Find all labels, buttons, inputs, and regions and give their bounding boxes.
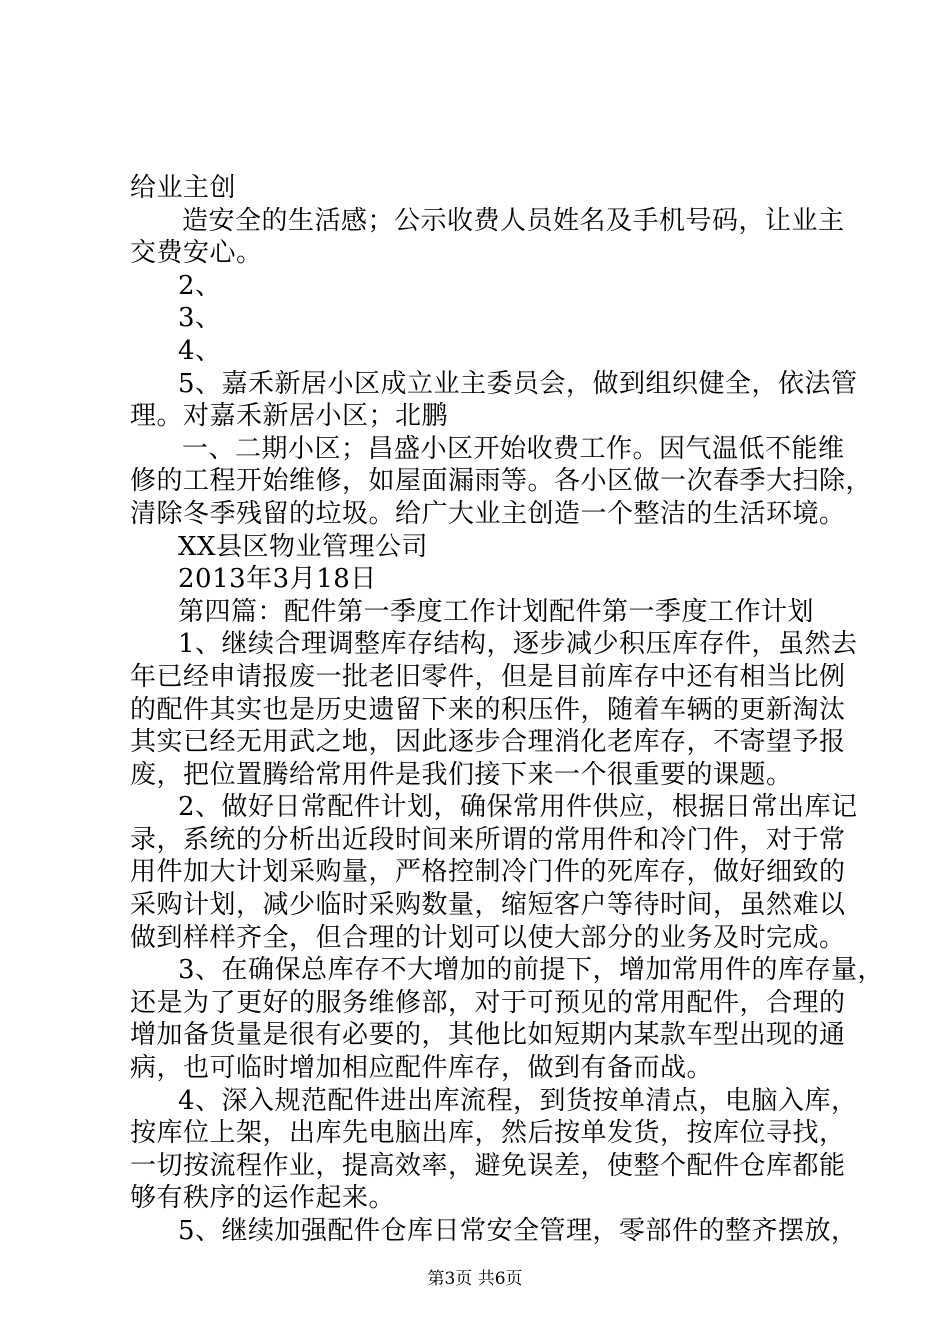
text-line: 其实已经无用武之地，因此逐步合理消化老库存，不寄望予报 [130, 727, 846, 758]
text-line: 1、继续合理调整库存结构，逐步减少积压库存件，虽然去 [178, 629, 858, 660]
text-line: 3、在确保总库存不大增加的前提下，增加常用件的库存量， [178, 955, 885, 986]
text-line: 录，系统的分析出近段时间来所谓的常用件和冷门件，对于常 [130, 824, 846, 855]
text-line: 清除冬季残留的垃圾。给广大业主创造一个整洁的生活环境。 [130, 498, 846, 529]
text-line: 第四篇：配件第一季度工作计划配件第一季度工作计划 [178, 596, 815, 627]
text-line: 的配件其实也是历史遗留下来的积压件，随着车辆的更新淘汰 [130, 694, 846, 725]
text-line: 4、 [178, 335, 222, 366]
text-line: 废，把位置腾给常用件是我们接下来一个很重要的课题。 [130, 759, 793, 790]
text-line: 够有秩序的运作起来。 [130, 1183, 396, 1214]
text-line: 增加备货量是很有必要的，其他比如短期内某款车型出现的通 [130, 1020, 846, 1051]
page-footer: 第3页 共6页 [427, 1269, 523, 1289]
text-line: 还是为了更好的服务维修部，对于可预见的常用配件，合理的 [130, 987, 846, 1018]
text-line: 病，也可临时增加相应配件库存，做到有备而战。 [130, 1053, 714, 1084]
text-line: 4、深入规范配件进出库流程，到货按单清点，电脑入库， [178, 1085, 858, 1116]
text-line: 2013年3月18日 [178, 564, 377, 595]
text-line: 3、 [178, 303, 222, 334]
text-line: 用件加大计划采购量，严格控制冷门件的死库存，做好细致的 [130, 857, 846, 888]
text-line: XX县区物业管理公司 [178, 531, 429, 562]
text-line: 2、做好日常配件计划，确保常用件供应，根据日常出库记 [178, 792, 858, 823]
document-body [130, 172, 885, 1248]
text-line: 做到样样齐全，但合理的计划可以使大部分的业务及时完成。 [130, 922, 846, 953]
text-line: 理。对嘉禾新居小区；北鹏 [130, 401, 449, 432]
text-line: 一切按流程作业，提高效率，避免误差，使整个配件仓库都能 [130, 1150, 846, 1181]
text-line: 2、 [178, 270, 222, 301]
text-line: 年已经申请报废一批老旧零件，但是目前库存中还有相当比例 [130, 661, 846, 692]
text-line: 造安全的生活感；公示收费人员姓名及手机号码，让业主 [182, 205, 845, 236]
text-line: 按库位上架，出库先电脑出库，然后按单发货，按库位寻找， [130, 1118, 846, 1149]
text-line: 一、二期小区；昌盛小区开始收费工作。因气温低不能维 [182, 433, 845, 464]
text-line: 修的工程开始维修，如屋面漏雨等。各小区做一次春季大扫除， [130, 466, 873, 497]
text-line: 给业主创 [130, 173, 237, 203]
text-line: 采购计划，减少临时采购数量，缩短客户等待时间，虽然难以 [130, 890, 846, 921]
text-line: 5、继续加强配件仓库日常安全管理，零部件的整齐摆放， [178, 1216, 858, 1246]
text-line: 5、嘉禾新居小区成立业主委员会，做到组织健全，依法管 [178, 368, 858, 399]
text-line: 交费安心。 [130, 238, 263, 269]
